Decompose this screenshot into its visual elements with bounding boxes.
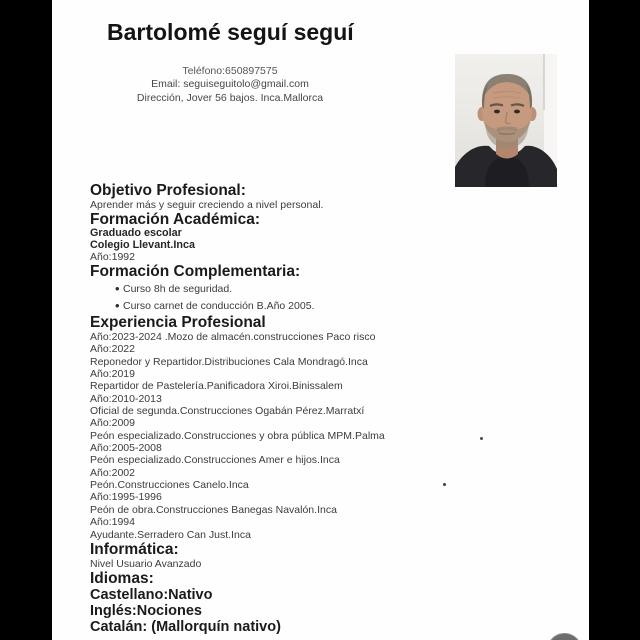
experience-line: Ayudante.Serradero Can Just.Inca [90, 528, 251, 541]
dust-speck [480, 437, 483, 440]
partial-floating-button[interactable] [547, 633, 582, 640]
contact-address: Dirección, Jover 56 bajos. Inca.Mallorca [136, 91, 324, 104]
objetivo-text: Aprender más y seguir creciendo a nivel personal. [90, 199, 324, 211]
language-line: Catalán: (Mallorquín nativo) [90, 619, 281, 636]
cv-name-title: Bartolomé seguí seguí [107, 19, 354, 45]
section-heading-experiencia: Experiencia Profesional [90, 314, 266, 331]
left-letterbox-bar [0, 0, 52, 640]
bullet-item: • Curso 8h de seguridad. [90, 281, 535, 298]
language-line: Castellano:Nativo [90, 586, 213, 603]
academica-year: Año:1992 [90, 251, 135, 263]
academica-line: Colegio Llevant.Inca [90, 238, 195, 251]
experience-line: Año:2009 [90, 417, 135, 430]
experience-line: Año:2010-2013 [90, 392, 162, 405]
experience-line: Año:2002 [90, 466, 135, 479]
bullet-item: • Curso carnet de conducción B.Año 2005. [90, 298, 535, 315]
experience-line: Año:2005-2008 [90, 442, 162, 455]
experience-line: Año:1995-1996 [90, 491, 162, 504]
language-line: Inglés:Nociones [90, 603, 202, 620]
experience-line: Año:1994 [90, 516, 135, 529]
academica-line: Graduado escolar [90, 227, 182, 239]
experience-line: Oficial de segunda.Construcciones Ogabán Pérez.Marratxí [90, 405, 365, 418]
portrait-photo-graphic [455, 54, 557, 187]
contact-email: Email: seguiseguitolo@gmail.com [151, 78, 309, 91]
experience-line: Reponedor y Repartidor.Distribuciones Cala Mondragó.Inca [90, 355, 368, 368]
section-heading-informatica: Informática: [90, 540, 179, 558]
informatica-text: Nivel Usuario Avanzado [90, 557, 202, 570]
section-heading-formacion-complementaria: Formación Complementaria: [90, 263, 301, 280]
contact-phone: Teléfono:650897575 [182, 65, 278, 77]
profile-photo [455, 54, 557, 187]
experience-line: Peón especializado.Construcciones Amer e hijos.Inca [90, 454, 340, 467]
experience-line: Año:2019 [90, 368, 135, 381]
section-heading-idiomas: Idiomas: [90, 569, 154, 587]
contact-block [53, 65, 407, 105]
section-heading-formacion-academica: Formación Académica: [90, 211, 260, 228]
dust-speck [443, 483, 446, 486]
complementaria-list [90, 281, 535, 314]
experience-line: Peón especializado.Construcciones y obra pública MPM.Palma [90, 429, 385, 442]
cv-body [90, 182, 535, 635]
experience-list [90, 331, 535, 541]
experience-line: Peón de obra.Construcciones Banegas Navalón.Inca [90, 503, 337, 516]
experience-line: Año:2023-2024 .Mozo de almacén.construcciones Paco risco [90, 331, 376, 343]
right-letterbox-bar [589, 0, 640, 640]
section-heading-objetivo: Objetivo Profesional: [90, 182, 246, 199]
experience-line: Peón.Construcciones Canelo.Inca [90, 479, 249, 492]
experience-line: Repartidor de Pastelería.Panificadora Xiroi.Binissalem [90, 380, 343, 393]
experience-line: Año:2022 [90, 343, 135, 356]
